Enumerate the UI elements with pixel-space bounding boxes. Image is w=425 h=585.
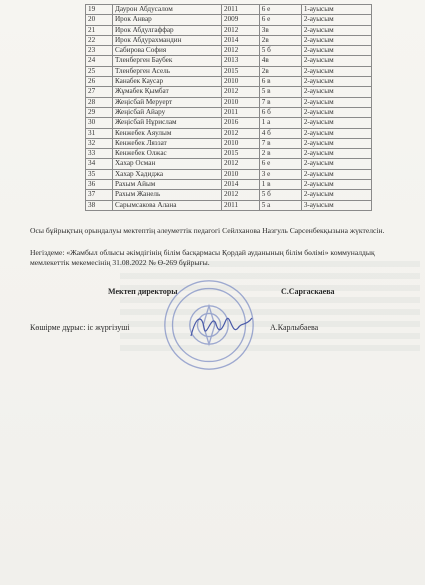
- table-row: [86, 15, 372, 25]
- birth-year: 2010: [221, 138, 259, 148]
- shift-cell: 2-ауысым: [301, 97, 371, 107]
- student-roster-table: [85, 4, 372, 211]
- copy-certified-label: Көшірме дұрыс: іс жүргізуші: [30, 323, 130, 332]
- row-number: 38: [86, 200, 113, 210]
- class-cell: 3 е: [259, 169, 301, 179]
- class-cell: 5 в: [259, 87, 301, 97]
- table-row: [86, 5, 372, 15]
- shift-cell: 2-ауысым: [301, 118, 371, 128]
- class-cell: 6 е: [259, 159, 301, 169]
- student-name: Тленберген Баубек: [112, 56, 221, 66]
- responsibility-paragraph: Осы бұйрықтың орындалуы мектептің әлеуметтік педагогі Сейлханова Назгуль Сарсенбекқызына жүктелсін.: [30, 226, 385, 235]
- row-number: 34: [86, 159, 113, 169]
- table-row: [86, 35, 372, 45]
- table-row: [86, 190, 372, 200]
- basis-paragraph: Негіздеме: «Жамбыл облысы әкімдігінің білім басқармасы Қордай ауданының білім бөлімі» коммуналдық мемлекеттік мекемесінің 31.08.2022 № Ө-269 бұйрығы.: [30, 248, 375, 267]
- class-cell: 7 в: [259, 97, 301, 107]
- birth-year: 2016: [221, 118, 259, 128]
- row-number: 35: [86, 169, 113, 179]
- student-name: Жеңісбай Айару: [112, 107, 221, 117]
- birth-year: 2010: [221, 97, 259, 107]
- table-row: [86, 46, 372, 56]
- row-number: 23: [86, 46, 113, 56]
- table-row: [86, 77, 372, 87]
- student-name: Хахар Осман: [112, 159, 221, 169]
- student-name: Ирок Абдулгаффар: [112, 25, 221, 35]
- birth-year: 2013: [221, 56, 259, 66]
- birth-year: 2012: [221, 128, 259, 138]
- shift-cell: 2-ауысым: [301, 128, 371, 138]
- row-number: 25: [86, 66, 113, 76]
- row-number: 28: [86, 97, 113, 107]
- row-number: 21: [86, 25, 113, 35]
- birth-year: 2014: [221, 180, 259, 190]
- class-cell: 1 а: [259, 118, 301, 128]
- row-number: 30: [86, 118, 113, 128]
- shift-cell: 3-ауысым: [301, 200, 371, 210]
- shift-cell: 2-ауысым: [301, 66, 371, 76]
- student-name: Ирок Абдурахмандин: [112, 35, 221, 45]
- table-row: [86, 200, 372, 210]
- table-row: [86, 159, 372, 169]
- row-number: 20: [86, 15, 113, 25]
- student-name: Кенжебек Аяулым: [112, 128, 221, 138]
- class-cell: 5 б: [259, 46, 301, 56]
- student-name: Ирок Анвар: [112, 15, 221, 25]
- student-name: Тленберген Асель: [112, 66, 221, 76]
- shift-cell: 2-ауысым: [301, 190, 371, 200]
- class-cell: 7 в: [259, 138, 301, 148]
- shift-cell: 2-ауысым: [301, 15, 371, 25]
- student-name: Хахар Хадиджа: [112, 169, 221, 179]
- class-cell: 3в: [259, 25, 301, 35]
- table-row: [86, 66, 372, 76]
- birth-year: 2012: [221, 46, 259, 56]
- row-number: 22: [86, 35, 113, 45]
- row-number: 26: [86, 77, 113, 87]
- row-number: 29: [86, 107, 113, 117]
- class-cell: 4в: [259, 56, 301, 66]
- student-name: Кенжебек Ляззат: [112, 138, 221, 148]
- birth-year: 2011: [221, 200, 259, 210]
- director-name: С.Саргаскаева: [281, 287, 335, 296]
- class-cell: 6 е: [259, 5, 301, 15]
- birth-year: 2015: [221, 149, 259, 159]
- clerk-name: А.Карлыбаева: [270, 323, 319, 332]
- table-row: [86, 138, 372, 148]
- shift-cell: 2-ауысым: [301, 87, 371, 97]
- class-cell: 6 е: [259, 15, 301, 25]
- table-row: [86, 149, 372, 159]
- shift-cell: 2-ауысым: [301, 107, 371, 117]
- row-number: 19: [86, 5, 113, 15]
- row-number: 36: [86, 180, 113, 190]
- row-number: 27: [86, 87, 113, 97]
- table-row: [86, 118, 372, 128]
- shift-cell: 2-ауысым: [301, 35, 371, 45]
- birth-year: 2012: [221, 190, 259, 200]
- shift-cell: 2-ауысым: [301, 46, 371, 56]
- class-cell: 6 б: [259, 107, 301, 117]
- row-number: 37: [86, 190, 113, 200]
- row-number: 32: [86, 138, 113, 148]
- student-name: Даурон Абдусалом: [112, 5, 221, 15]
- shift-cell: 2-ауысым: [301, 56, 371, 66]
- row-number: 31: [86, 128, 113, 138]
- birth-year: 2012: [221, 159, 259, 169]
- table-row: [86, 180, 372, 190]
- class-cell: 5 а: [259, 200, 301, 210]
- birth-year: 2011: [221, 5, 259, 15]
- shift-cell: 2-ауысым: [301, 138, 371, 148]
- row-number: 24: [86, 56, 113, 66]
- shift-cell: 2-ауысым: [301, 149, 371, 159]
- birth-year: 2009: [221, 15, 259, 25]
- student-name: Кенжебек Олжас: [112, 149, 221, 159]
- birth-year: 2015: [221, 66, 259, 76]
- table-row: [86, 107, 372, 117]
- student-name: Жеңісбай Меруерт: [112, 97, 221, 107]
- class-cell: 2в: [259, 66, 301, 76]
- table-row: [86, 87, 372, 97]
- shift-cell: 2-ауысым: [301, 169, 371, 179]
- roster-body: [86, 5, 372, 211]
- student-name: Жұмабек Қымбат: [112, 87, 221, 97]
- class-cell: 6 в: [259, 77, 301, 87]
- shift-cell: 2-ауысым: [301, 77, 371, 87]
- table-row: [86, 128, 372, 138]
- student-name: Рахым Жанель: [112, 190, 221, 200]
- birth-year: 2011: [221, 107, 259, 117]
- student-name: Сарымсакова Алана: [112, 200, 221, 210]
- class-cell: 2 в: [259, 149, 301, 159]
- student-name: Сабирова София: [112, 46, 221, 56]
- shift-cell: 2-ауысым: [301, 25, 371, 35]
- class-cell: 2в: [259, 35, 301, 45]
- class-cell: 1 в: [259, 180, 301, 190]
- birth-year: 2014: [221, 35, 259, 45]
- table-row: [86, 56, 372, 66]
- birth-year: 2010: [221, 169, 259, 179]
- shift-cell: 1-ауысым: [301, 5, 371, 15]
- student-name: Рахым Айым: [112, 180, 221, 190]
- class-cell: 5 б: [259, 190, 301, 200]
- table-row: [86, 169, 372, 179]
- handwritten-signature-icon: [186, 306, 256, 346]
- shift-cell: 2-ауысым: [301, 180, 371, 190]
- student-name: Жеңісбай Нұрислам: [112, 118, 221, 128]
- birth-year: 2012: [221, 25, 259, 35]
- class-cell: 4 б: [259, 128, 301, 138]
- director-title: Мектеп директоры: [108, 287, 178, 296]
- birth-year: 2012: [221, 87, 259, 97]
- table-row: [86, 25, 372, 35]
- table-row: [86, 97, 372, 107]
- student-name: Канабек Каусар: [112, 77, 221, 87]
- birth-year: 2010: [221, 77, 259, 87]
- shift-cell: 2-ауысым: [301, 159, 371, 169]
- row-number: 33: [86, 149, 113, 159]
